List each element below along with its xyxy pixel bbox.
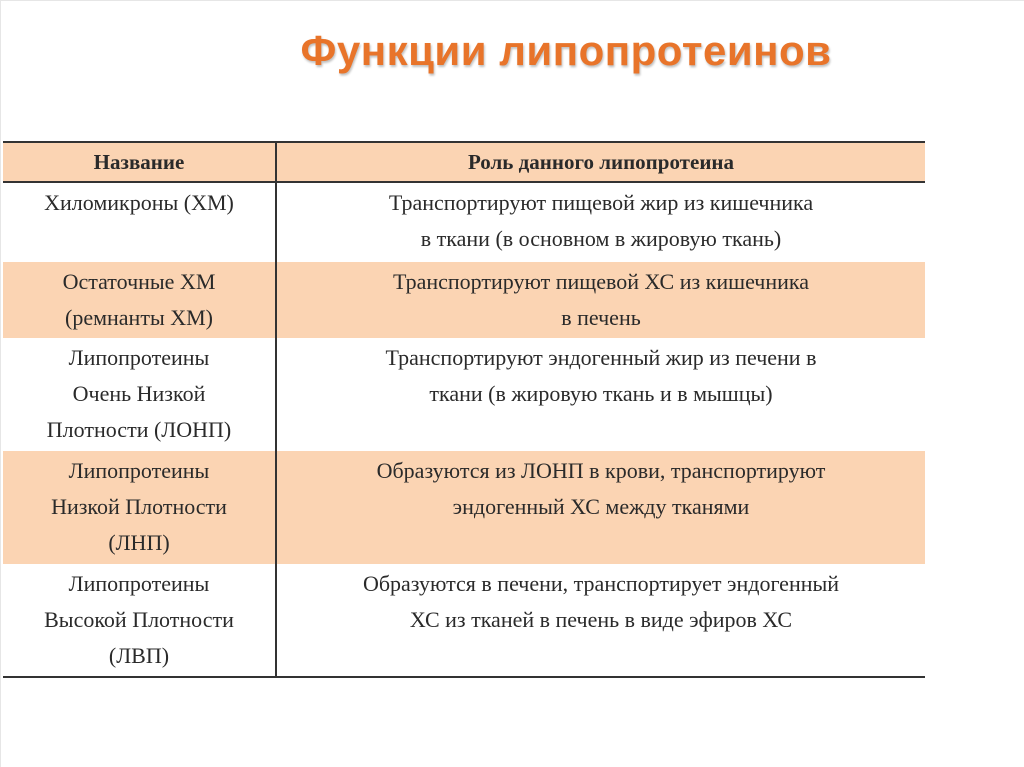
table-header-row <box>3 142 925 182</box>
table-row <box>3 564 925 677</box>
row-name-cell <box>3 564 276 677</box>
cell-line: Плотности (ЛОНП) <box>46 417 232 442</box>
row-name-cell <box>3 338 276 451</box>
cell-line: (ремнанты ХМ) <box>65 305 213 330</box>
cell-line: (ЛНП) <box>108 530 170 555</box>
cell-line: Липопротеины <box>68 345 210 370</box>
table-row <box>3 182 925 262</box>
cell-line: Липопротеины <box>68 458 210 483</box>
row-name-cell <box>3 182 276 262</box>
lipoprotein-table <box>3 141 925 678</box>
cell-line: эндогенный ХС между тканями <box>452 494 750 519</box>
header-name: Название <box>3 142 276 182</box>
cell-line: в ткани (в основном в жировую ткань) <box>420 226 782 251</box>
cell-line: Хиломикроны (ХМ) <box>44 190 234 215</box>
table-row <box>3 338 925 451</box>
cell-line: Образуются из ЛОНП в крови, транспортируют <box>376 458 826 483</box>
row-role-cell <box>276 262 925 338</box>
cell-line: ткани (в жировую ткань и в мышцы) <box>429 381 773 406</box>
cell-line: Низкой Плотности <box>51 494 227 519</box>
cell-line: (ЛВП) <box>108 643 170 668</box>
cell-line: Транспортируют пищевой жир из кишечника <box>388 190 814 215</box>
cell-line: Образуются в печени, транспортирует эндогенный <box>362 571 840 596</box>
cell-line: в печень <box>561 305 641 330</box>
row-name-cell <box>3 451 276 564</box>
table-row <box>3 262 925 338</box>
cell-line: Транспортируют пищевой ХС из кишечника <box>392 269 810 294</box>
row-name-cell <box>3 262 276 338</box>
table-row <box>3 451 925 564</box>
slide-title: Функции липопротеинов <box>300 27 832 74</box>
row-role-cell <box>276 451 925 564</box>
cell-line: Липопротеины <box>68 571 210 596</box>
cell-line: Остаточные ХМ <box>62 269 216 294</box>
cell-line: Высокой Плотности <box>44 607 234 632</box>
row-role-cell <box>276 338 925 451</box>
cell-line: ХС из тканей в печень в виде эфиров ХС <box>409 607 793 632</box>
cell-line: Очень Низкой <box>72 381 206 406</box>
row-role-cell <box>276 564 925 677</box>
cell-line: Транспортируют эндогенный жир из печени в <box>385 345 817 370</box>
row-role-cell <box>276 182 925 262</box>
header-role: Роль данного липопротеина <box>276 142 925 182</box>
